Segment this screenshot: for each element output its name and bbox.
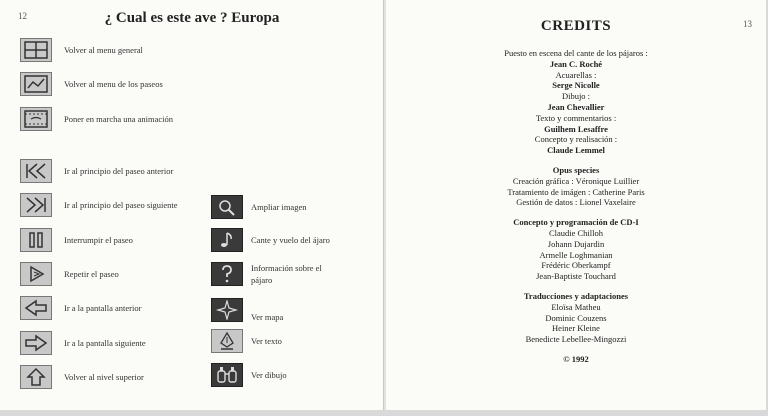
legend-label: Volver al menu general [64,45,143,55]
credit-line: Armelle Loghmanian [539,249,613,260]
rewind-icon [20,159,52,183]
legend-item-previous-walk [20,159,173,183]
legend-label: Ir al principio del paseo anterior [64,166,174,176]
legend-item-zoom [211,195,306,219]
music-note-icon [211,228,243,252]
binoculars-icon [211,363,243,387]
legend-label: Cante y vuelo del ájaro [251,235,330,245]
legend-label: Ir a la pantalla siguiente [64,338,146,348]
legend-item-main-menu [20,38,143,62]
legend-item-map [211,297,283,323]
legend-item-text [211,329,282,353]
pause-icon [20,228,52,252]
credit-name: Guilhem Lesaffre [544,123,608,134]
grid-menu-icon [20,38,52,62]
credit-line: Johann Dujardin [547,238,605,249]
credit-line: Benedicte Lebellee-Mingozzi [525,334,627,345]
credit-line: Frédéric Oberkampf [541,260,611,271]
fast-forward-icon [20,193,52,217]
legend-label: Ir al principio del paseo siguiente [64,200,178,210]
credits-list [386,48,766,365]
credit-line: Heiner Kleine [552,323,600,334]
credit-line: Eloïsa Matheu [551,301,601,312]
credit-line: Claudie Chilloh [548,227,604,238]
legend-item-next-walk [20,193,178,217]
question-mark-icon [211,262,243,286]
arrow-left-icon [20,296,52,320]
legend-label: Ver texto [251,336,282,346]
page-number-left: 12 [18,11,27,21]
credit-line: Gestión de datos : Lionel Vaxelaire [516,197,636,208]
arrow-up-icon [20,365,52,389]
legend-item-upper-level [20,365,144,389]
credit-line: Dominic Couzens [545,312,607,323]
legend-label: Ir a la pantalla anterior [64,303,142,313]
legend-label: Repetir el paseo [64,269,119,279]
credit-label: Dibujo : [561,91,591,102]
right-page [386,0,766,410]
credit-heading: Opus species [552,164,600,175]
pen-nib-icon [211,329,243,353]
credit-name: Claude Lemmel [547,145,605,156]
credit-heading: Traducciones y adaptaciones [523,290,629,301]
legend-item-pause [20,228,133,252]
credit-label: Concepto y realisación : [534,134,618,145]
compass-star-icon [211,298,243,322]
map-walks-icon [20,72,52,96]
credits-title: CREDITS [540,18,612,34]
play-icon [20,262,52,286]
credit-label: Acuarellas : [555,69,597,80]
credit-line: Jean-Baptiste Touchard [536,271,616,282]
legend-label: Ampliar imagen [251,202,307,212]
legend-item-previous-screen [20,296,141,320]
film-animation-icon [20,107,52,131]
credit-heading: Concepto y programación de CD-I [513,217,639,228]
magnifier-icon [211,195,243,219]
legend-item-walks-menu [20,72,163,96]
legend-label: Ver mapa [251,312,284,322]
legend-item-song-flight [211,228,330,252]
credit-line: Tratamiento de imágen : Catherine Paris [507,186,645,197]
legend-label: Ver dibujo [251,370,287,380]
page-number-right: 13 [743,19,752,29]
credit-label: Texto y commentarios : [535,112,617,123]
credit-label: Puesto en escena del cante de los pájaros : [504,48,648,58]
legend-label: Interrumpir el paseo [64,235,133,245]
credit-name: Serge Nicolle [552,80,600,91]
legend-label: Poner en marcha una animación [64,114,174,124]
legend-item-animation [20,107,173,131]
copyright: © 1992 [563,353,589,364]
legend-item-next-screen [20,331,146,355]
legend-item-drawing [211,363,287,387]
credit-name: Jean C. Roché [549,58,603,69]
legend-item-repeat [20,262,119,286]
legend-label: Volver al nivel superior [64,372,144,382]
credit-line: Creación gráfica : Véronique Luillier [512,175,640,186]
legend-label: Información sobre el pájaro [251,263,322,285]
legend-label: Volver al menu de los paseos [64,79,163,89]
credit-name: Jean Chevallier [547,101,605,112]
page-title: ¿ Cual es este ave ? Europa [104,10,280,26]
legend-item-bird-info [211,262,343,286]
left-page [0,0,384,410]
arrow-right-icon [20,331,52,355]
